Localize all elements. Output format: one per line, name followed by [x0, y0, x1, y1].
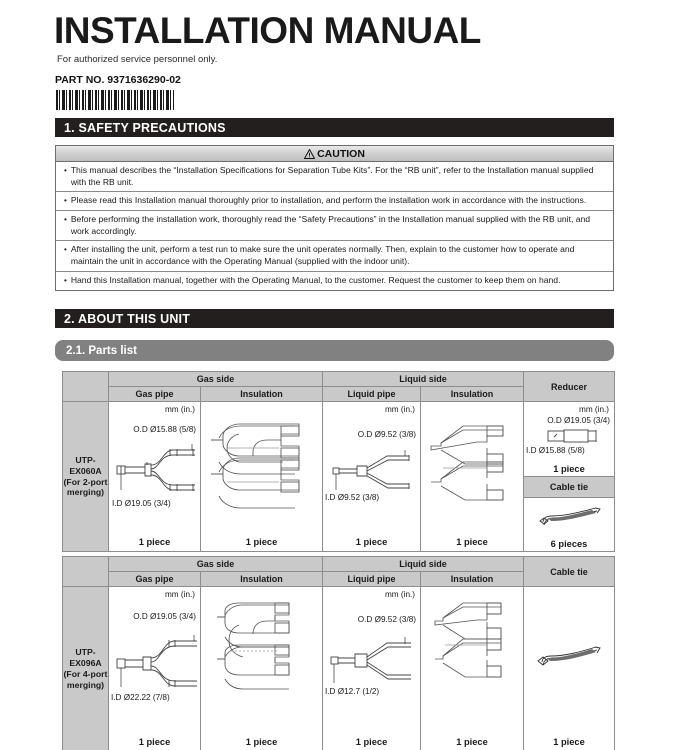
gas-pipe-y-branch-diagram [115, 442, 199, 498]
caution-item-text: Please read this Installation manual thoroughly prior to installation, and perform the installation work in accordance with the instructions. [70, 195, 587, 206]
table-row [63, 587, 615, 750]
bullet-icon: • [64, 245, 67, 255]
section-header-safety-precautions: 1. SAFETY PRECAUTIONS [55, 118, 614, 137]
parts-table-ex060a [62, 371, 615, 552]
caution-item-text: Before performing the installation work, thoroughly read the “Safety Precautions” in the Installation manual supplied with the RB unit, and work accordingly. [70, 214, 591, 236]
model-line: UTP- [75, 454, 96, 465]
model-col-header [63, 557, 109, 587]
model-line: EX096A [69, 658, 102, 669]
gas-pipe-header: Gas pipe [109, 387, 201, 402]
quantity-label: 1 piece [355, 737, 388, 747]
cable-tie-diagram [536, 645, 602, 669]
model-line: UTP- [75, 647, 96, 658]
insulation-gas-header: Insulation [201, 572, 323, 587]
insulation-liquid-header: Insulation [421, 572, 524, 587]
caution-list-item [56, 241, 613, 271]
gas-side-header: Gas side [109, 372, 323, 387]
model-line: (For 2-port [63, 476, 108, 487]
table-row [63, 402, 615, 477]
od-dimension: O.D Ø15.88 (5/8) [133, 425, 196, 434]
gas-pipe-cell [109, 402, 201, 552]
gas-pipe-header: Gas pipe [109, 572, 201, 587]
id-dimension: I.D Ø22.22 (7/8) [111, 693, 170, 702]
reducer-cell [524, 402, 615, 477]
liquid-side-header: Liquid side [323, 557, 524, 572]
cable-tie-cell [524, 587, 615, 750]
od-dimension: O.D Ø9.52 (3/8) [357, 430, 416, 439]
model-line: (For 4-port [63, 669, 108, 679]
id-dimension: I.D Ø9.52 (3/8) [325, 493, 380, 502]
model-name-cell [63, 402, 109, 552]
gas-insulation-diagram [215, 601, 311, 711]
liquid-insulation-diagram [433, 601, 515, 713]
cable-tie-diagram [538, 506, 602, 528]
od-dimension: O.D Ø9.52 (3/8) [357, 615, 416, 624]
liquid-pipe-header: Liquid pipe [323, 572, 421, 587]
gas-insulation-diagram [209, 422, 315, 518]
caution-box [55, 145, 614, 291]
insulation-gas-cell [201, 587, 323, 750]
quantity-label: 6 pieces [550, 539, 588, 549]
model-line: merging) [66, 487, 105, 498]
model-name-cell [63, 587, 109, 750]
liquid-pipe-cell [323, 587, 421, 750]
gas-pipe-y-branch-diagram [115, 635, 201, 693]
liquid-pipe-y-branch-diagram [329, 637, 417, 687]
cable-tie-cell [524, 497, 615, 551]
quantity-label: 1 piece [553, 737, 585, 747]
insulation-liquid-cell [421, 587, 524, 750]
quantity-label: 1 piece [456, 537, 488, 547]
gas-side-header: Gas side [109, 557, 323, 572]
insulation-liquid-header: Insulation [421, 387, 524, 402]
page-title: INSTALLATION MANUAL [54, 10, 481, 51]
id-dimension: I.D Ø15.88 (5/8) [526, 446, 585, 455]
liquid-insulation-diagram [429, 424, 517, 516]
reducer-diagram [546, 428, 602, 444]
unit-label: mm (in.) [384, 405, 415, 414]
caution-item-text: Hand this Installation manual, together with the Operating Manual, to the customer. Request the customer to keep them on hand. [70, 274, 561, 285]
caution-header [56, 146, 613, 162]
quantity-label: 1 piece [355, 537, 388, 547]
caution-item-text: This manual describes the “Installation Specifications for Separation Tube Kits”. For the “RB unit”, refer to the Installation manual supplied with the RB unit. [70, 165, 594, 187]
unit-label: mm (in.) [164, 590, 195, 599]
table-header-row [63, 557, 615, 572]
bullet-icon: • [64, 166, 67, 175]
quantity-label: 1 piece [456, 737, 488, 747]
part-number: PART NO. 9371636290-02 [55, 74, 181, 86]
caution-list-item [56, 211, 613, 241]
quantity-label: 1 piece [138, 737, 171, 747]
insulation-gas-header: Insulation [201, 387, 323, 402]
unit-label: mm (in.) [164, 405, 195, 414]
liquid-pipe-cell [323, 402, 421, 552]
caution-list-item [56, 162, 613, 192]
parts-table-ex096a [62, 556, 615, 750]
cable-tie-header: Cable tie [524, 477, 615, 498]
barcode-icon [56, 90, 174, 110]
quantity-label: 1 piece [245, 537, 278, 547]
gas-pipe-cell [109, 587, 201, 750]
unit-label: mm (in.) [579, 405, 610, 414]
bullet-icon: • [64, 275, 67, 285]
quantity-label: 1 piece [138, 537, 171, 547]
od-dimension: O.D Ø19.05 (3/4) [133, 612, 196, 621]
model-col-header [63, 372, 109, 402]
quantity-label: 1 piece [245, 737, 278, 747]
caution-label: CAUTION [317, 147, 365, 160]
quantity-label: 1 piece [553, 464, 585, 474]
liquid-pipe-y-branch-diagram [331, 450, 415, 494]
warning-triangle-icon [304, 149, 315, 159]
bullet-icon: • [64, 215, 67, 225]
bullet-icon: • [64, 196, 67, 206]
caution-list-item [56, 192, 613, 211]
caution-list-item [56, 272, 613, 290]
model-line: merging) [66, 679, 105, 690]
id-dimension: I.D Ø19.05 (3/4) [112, 499, 171, 508]
caution-item-text: After installing the unit, perform a test run to make sure the unit operates normally. Then, explain to the customer how to operate and maintain the unit in accordance with the Operating Manual (supplied with the indoor unit). [70, 244, 575, 266]
liquid-pipe-header: Liquid pipe [323, 387, 421, 402]
od-dimension: O.D Ø19.05 (3/4) [547, 416, 611, 425]
cable-tie-header: Cable tie [524, 557, 615, 587]
insulation-gas-cell [201, 402, 323, 552]
section-header-about-this-unit: 2. ABOUT THIS UNIT [55, 309, 614, 328]
insulation-liquid-cell [421, 402, 524, 552]
unit-label: mm (in.) [384, 590, 415, 599]
page-subtitle: For authorized service personnel only. [57, 54, 218, 65]
subsection-header-parts-list: 2.1. Parts list [55, 340, 614, 361]
table-header-row [63, 372, 615, 387]
id-dimension: I.D Ø12.7 (1/2) [325, 687, 380, 696]
reducer-header: Reducer [524, 372, 615, 402]
model-line: EX060A [69, 465, 102, 476]
liquid-side-header: Liquid side [323, 372, 524, 387]
